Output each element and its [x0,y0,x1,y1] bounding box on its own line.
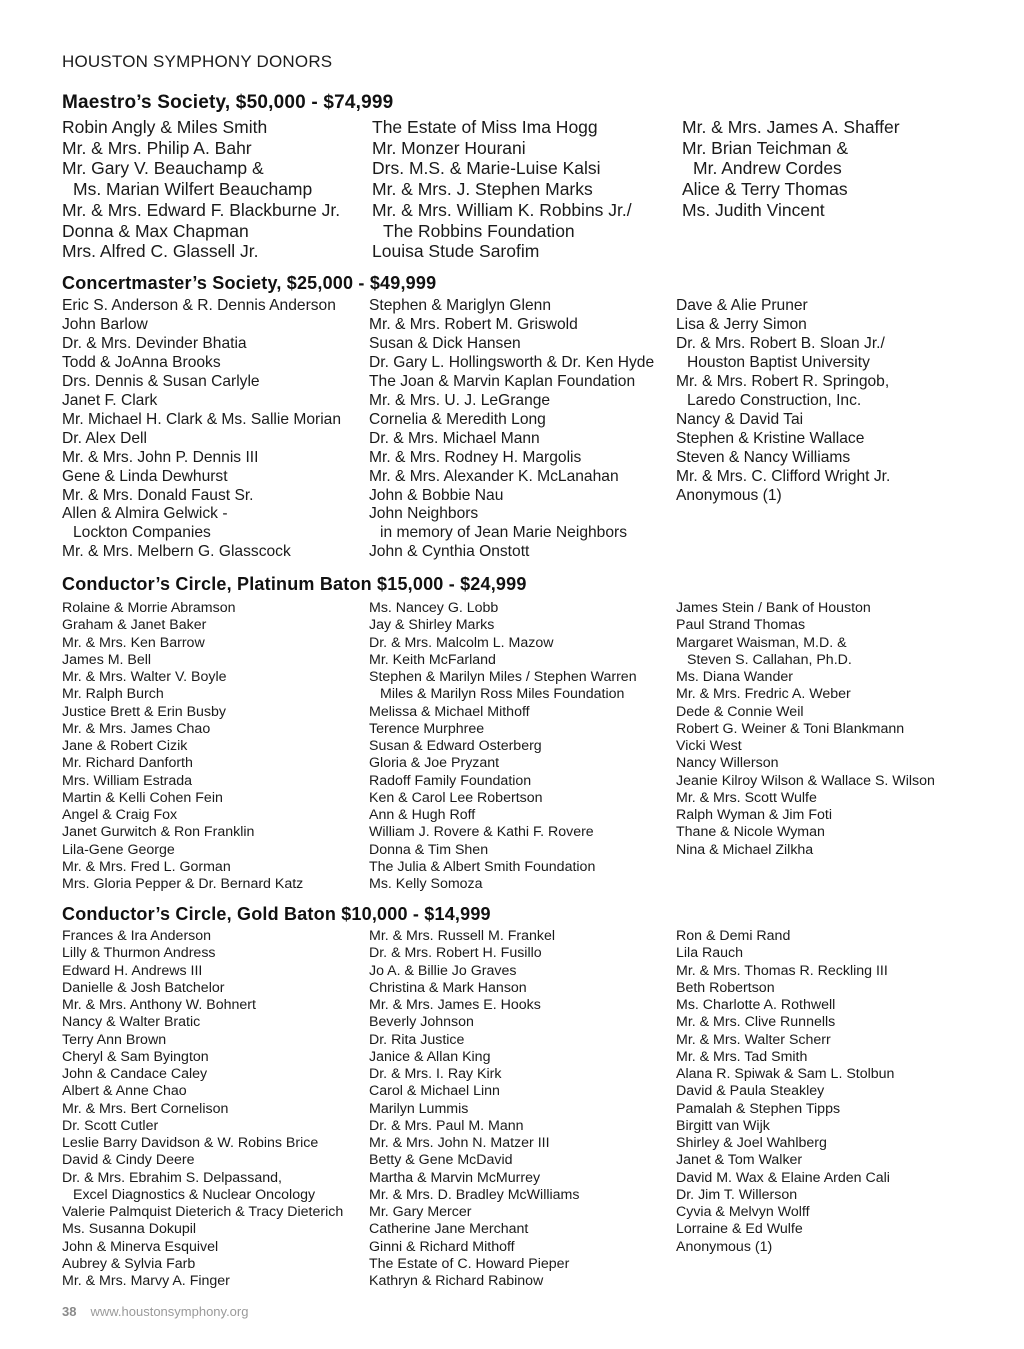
donor-name: Mr. & Mrs. Scott Wulfe [676,789,817,806]
donor-name: Cheryl & Sam Byington [62,1048,209,1065]
donor-name: Dr. & Mrs. Devinder Bhatia [62,334,247,352]
donor-name: Mr. Gary Mercer [369,1204,472,1220]
donor-name: Mr. Brian Teichman & [682,137,848,158]
donor-name: Mrs. William Estrada [62,772,193,789]
donor-name: Rolaine & Morrie Abramson [62,600,236,616]
donor-name: Terence Murphree [369,720,485,737]
donor-name: Lorraine & Ed Wulfe [676,1221,803,1238]
donor-name: Mr. & Mrs. C. Clifford Wright Jr. [676,467,891,485]
donor-name: Laredo Construction, Inc. [687,391,862,409]
donor-name: Steven & Nancy Williams [676,448,851,466]
donor-name: Edward H. Andrews III [62,962,203,979]
donor-name: Dr. Rita Justice [369,1031,465,1048]
donor-name: Mr. & Mrs. William K. Robbins Jr./ [372,199,632,220]
donor-name: Lockton Companies [73,524,211,542]
donor-column [62,297,341,562]
donor-name: Mr. Gary V. Beauchamp & [62,158,264,179]
donor-name: Mr. & Mrs. Fred L. Gorman [62,858,231,875]
donor-name: Gene & Linda Dewhurst [62,467,228,485]
donor-name: Stephen & Mariglyn Glenn [369,297,552,314]
donor-column [62,117,340,262]
donor-name: Susan & Dick Hansen [369,334,521,352]
donor-name: Thane & Nicole Wyman [676,824,825,841]
donor-name: Mr. & Mrs. Tad Smith [676,1048,808,1065]
donor-name: Valerie Palmquist Dieterich & Tracy Dieterich [62,1204,344,1220]
section-title-maestros-society: Maestro’s Society, $50,000 - $74,999 [62,92,394,113]
donor-name: John & Bobbie Nau [369,486,504,504]
donor-name: Beverly Johnson [369,1014,474,1031]
donor-name: Mr. & Mrs. James Chao [62,720,211,737]
donor-name: Mr. & Mrs. John P. Dennis III [62,448,259,466]
donor-name: Ms. Diana Wander [676,669,793,685]
section-title-platinum-baton: Conductor’s Circle, Platinum Baton $15,000 - $24,999 [62,574,527,594]
donor-column [372,117,632,262]
donor-name: Aubrey & Sylvia Farb [62,1255,196,1272]
donor-name: Martha & Marvin McMurrey [369,1169,541,1186]
page-number: 38 [62,1304,77,1319]
donor-name: Ms. Kelly Somoza [369,876,483,892]
donor-name: Excel Diagnostics & Nuclear Oncology [73,1186,316,1203]
donor-name: Ann & Hugh Roff [369,807,476,823]
donor-name: Nancy & Walter Bratic [62,1014,201,1031]
donor-name: Nancy Willerson [676,755,779,772]
donor-name: Alana R. Spiwak & Sam L. Stolbun [676,1066,895,1082]
donor-name: Graham & Janet Baker [62,617,207,634]
donor-name: Mr. & Mrs. Walter Scherr [676,1031,831,1048]
donor-name: The Estate of C. Howard Pieper [369,1255,570,1272]
donor-name: Mr. & Mrs. J. Stephen Marks [372,179,593,200]
donor-name: Dr. Jim T. Willerson [676,1186,798,1203]
donor-name: Mr. Andrew Cordes [693,158,842,179]
donor-name: Mr. & Mrs. Ken Barrow [62,634,205,651]
donor-name: James M. Bell [62,651,152,668]
donor-name: Mr. & Mrs. U. J. LeGrange [369,391,551,409]
donor-name: Jay & Shirley Marks [369,617,495,634]
donor-name: Anonymous (1) [676,486,782,504]
donor-column [682,117,900,221]
donor-name: Mr. & Mrs. D. Bradley McWilliams [369,1186,580,1203]
donor-name: Mr. & Mrs. John N. Matzer III [369,1135,550,1151]
donor-name: Jo A. & Billie Jo Graves [369,962,517,979]
donor-name: Allen & Almira Gelwick - [62,505,228,523]
donor-name: Dede & Connie Weil [676,703,804,720]
donor-name: Dr. & Mrs. Paul M. Mann [369,1117,524,1134]
donor-name: Birgitt van Wijk [676,1117,770,1134]
donor-name: Donna & Max Chapman [62,220,249,241]
donor-name: Cyvia & Melvyn Wolff [676,1204,810,1220]
donor-name: Mr. & Mrs. Walter V. Boyle [62,669,227,685]
donor-name: Janice & Allan King [369,1048,491,1065]
donor-name: Mr. & Mrs. Marvy A. Finger [62,1273,230,1289]
donor-name: Lilly & Thurmon Andress [62,945,216,962]
donor-name: David & Cindy Deere [62,1152,195,1169]
donor-name: Vicki West [676,738,742,754]
donor-name: Shirley & Joel Wahlberg [676,1135,827,1151]
donor-name: Drs. Dennis & Susan Carlyle [62,372,260,390]
donor-name: Mr. Ralph Burch [62,686,164,703]
donor-name: Dr. Alex Dell [62,429,147,447]
donor-name: Mr. & Mrs. Alexander K. McLanahan [369,467,619,485]
page-footer [62,1304,248,1319]
donor-name: Dr. Scott Cutler [62,1117,159,1134]
donor-name: Dr. & Mrs. I. Ray Kirk [369,1066,502,1082]
donor-name: Stephen & Marilyn Miles / Stephen Warren [369,669,637,685]
donor-name: Mr. Michael H. Clark & Ms. Sallie Morian [62,410,342,428]
donor-name: Paul Strand Thomas [676,617,806,634]
donor-name: John Barlow [62,315,148,333]
donor-name: Janet Gurwitch & Ron Franklin [62,824,255,841]
donor-name: David & Paula Steakley [676,1083,825,1100]
donor-name: Steven S. Callahan, Ph.D. [687,651,852,668]
donor-name: Kathryn & Richard Rabinow [369,1273,544,1289]
donor-name: Ralph Wyman & Jim Foti [676,807,832,823]
donor-name: Jeanie Kilroy Wilson & Wallace S. Wilson [676,772,935,789]
donor-name: Angel & Craig Fox [62,807,178,823]
donor-name: Mr. & Mrs. Anthony W. Bohnert [62,997,256,1013]
donor-name: Frances & Ira Anderson [62,928,212,944]
donor-column [676,928,894,1256]
donor-name: Ms. Marian Wilfert Beauchamp [73,179,313,200]
donor-name: Mr. Monzer Hourani [372,137,526,158]
donor-name: Cornelia & Meredith Long [369,410,546,428]
donor-name: Ms. Susanna Dokupil [62,1221,197,1238]
donor-name: in memory of Jean Marie Neighbors [380,524,628,542]
donor-name: Janet F. Clark [62,391,158,409]
donor-name: Mr. & Mrs. James E. Hooks [369,997,541,1013]
donor-name: Mr. & Mrs. Edward F. Blackburne Jr. [62,199,341,220]
donor-name: Robert G. Weiner & Toni Blankmann [676,720,905,737]
donor-name: Leslie Barry Davidson & W. Robins Brice [62,1135,319,1151]
donor-name: Mr. & Mrs. Thomas R. Reckling III [676,962,888,979]
donor-name: Mr. Richard Danforth [62,755,193,772]
donor-name: Anonymous (1) [676,1238,773,1255]
donor-name: Mrs. Gloria Pepper & Dr. Bernard Katz [62,876,304,892]
donor-name: Dr. & Mrs. Robert H. Fusillo [369,945,542,962]
donor-name: Gloria & Joe Pryzant [369,755,500,772]
donor-name: Susan & Edward Osterberg [369,738,542,754]
donor-name: The Joan & Marvin Kaplan Foundation [369,372,636,390]
donor-name: Albert & Anne Chao [62,1083,187,1100]
donor-name: Betty & Gene McDavid [369,1152,513,1169]
donor-name: Janet & Tom Walker [676,1152,803,1169]
donor-name: Stephen & Kristine Wallace [676,429,865,447]
donor-name: Pamalah & Stephen Tipps [676,1100,841,1117]
donor-name: Ms. Judith Vincent [682,199,825,220]
section-title-gold-baton: Conductor’s Circle, Gold Baton $10,000 - $14,999 [62,904,491,924]
donor-name: Mr. & Mrs. Philip A. Bahr [62,137,252,158]
donor-name: Melissa & Michael Mithoff [369,703,530,720]
donor-name: Dr. & Mrs. Robert B. Sloan Jr./ [676,334,885,352]
donor-name: The Robbins Foundation [383,220,575,241]
donor-name: John & Minerva Esquivel [62,1238,219,1255]
donor-name: Justice Brett & Erin Busby [62,703,227,720]
donor-column [369,600,637,893]
donor-name: Mr. & Mrs. Fredric A. Weber [676,686,851,703]
donor-name: Radoff Family Foundation [369,772,532,789]
donor-name: William J. Rovere & Kathi F. Rovere [369,824,594,841]
donor-name: Mr. & Mrs. Robert M. Griswold [369,315,578,333]
donor-name: Dave & Alie Pruner [676,297,808,314]
donor-name: Robin Angly & Miles Smith [62,117,268,137]
donor-name: Martin & Kelli Cohen Fein [62,789,223,806]
donor-name: Lila Rauch [676,945,744,962]
donor-name: Margaret Waisman, M.D. & [676,634,847,651]
donor-name: Mr. & Mrs. Donald Faust Sr. [62,486,254,504]
page-header: HOUSTON SYMPHONY DONORS [62,52,333,71]
donor-column [676,297,890,505]
donor-name: Dr. Gary L. Hollingsworth & Dr. Ken Hyde [369,353,655,371]
donor-name: Dr. & Mrs. Michael Mann [369,429,540,447]
donor-column [676,600,935,859]
donor-name: Todd & JoAnna Brooks [62,353,221,371]
donor-name: Christina & Mark Hanson [369,979,527,996]
donor-name: The Estate of Miss Ima Hogg [372,117,598,137]
donor-name: Mr. & Mrs. Robert R. Springob, [676,372,890,390]
donor-column [62,928,343,1290]
website-url[interactable]: www.houstonsymphony.org [90,1304,249,1319]
donor-name: John & Cynthia Onstott [369,543,530,561]
donor-name: Nancy & David Tai [676,410,804,428]
donor-name: Carol & Michael Linn [369,1083,500,1100]
donor-name: Eric S. Anderson & R. Dennis Anderson [62,297,336,314]
donor-name: Ginni & Richard Mithoff [369,1238,515,1255]
donor-column [369,928,579,1290]
donor-name: Donna & Tim Shen [369,841,489,858]
donor-name: Catherine Jane Merchant [369,1221,529,1238]
donor-name: Mr. & Mrs. Rodney H. Margolis [369,448,582,466]
donor-column [369,297,654,562]
donor-name: Beth Robertson [676,979,775,996]
donor-name: Mr. & Mrs. James A. Shaffer [682,117,900,137]
donor-name: Marilyn Lummis [369,1100,469,1117]
donor-name: Terry Ann Brown [62,1031,167,1048]
donor-name: Mrs. Alfred C. Glassell Jr. [62,241,259,262]
donor-name: Mr. & Mrs. Bert Cornelison [62,1100,229,1117]
donor-name: Danielle & Josh Batchelor [62,979,225,996]
donor-name: Ron & Demi Rand [676,928,791,944]
donor-name: Dr. & Mrs. Malcolm L. Mazow [369,634,554,651]
donor-name: Ms. Nancey G. Lobb [369,600,499,616]
donor-name: Mr. Keith McFarland [369,651,496,668]
donor-name: Dr. & Mrs. Ebrahim S. Delpassand, [62,1169,282,1186]
donor-name: Ms. Charlotte A. Rothwell [676,997,836,1013]
donor-name: Lisa & Jerry Simon [676,315,807,333]
donor-name: Lila-Gene George [62,841,175,858]
donor-name: James Stein / Bank of Houston [676,600,871,616]
donor-name: Miles & Marilyn Ross Miles Foundation [380,686,625,703]
donor-name: The Julia & Albert Smith Foundation [369,858,596,875]
donor-name: Drs. M.S. & Marie-Luise Kalsi [372,158,601,179]
donor-name: Ken & Carol Lee Robertson [369,789,543,806]
donor-name: Mr. & Mrs. Melbern G. Glasscock [62,543,291,561]
donor-name: Houston Baptist University [687,353,870,371]
donor-name: Alice & Terry Thomas [682,179,848,200]
section-title-concertmasters-society: Concertmaster’s Society, $25,000 - $49,999 [62,273,437,293]
donor-name: Nina & Michael Zilkha [676,841,814,858]
donor-name: Mr. & Mrs. Russell M. Frankel [369,928,556,944]
donor-name: David M. Wax & Elaine Arden Cali [676,1169,890,1186]
donor-name: John & Candace Caley [62,1066,208,1082]
donor-column [62,600,303,893]
donor-name: Jane & Robert Cizik [62,738,188,754]
donor-name: Mr. & Mrs. Clive Runnells [676,1014,836,1031]
donor-name: Louisa Stude Sarofim [372,241,540,262]
donor-name: John Neighbors [369,505,479,523]
